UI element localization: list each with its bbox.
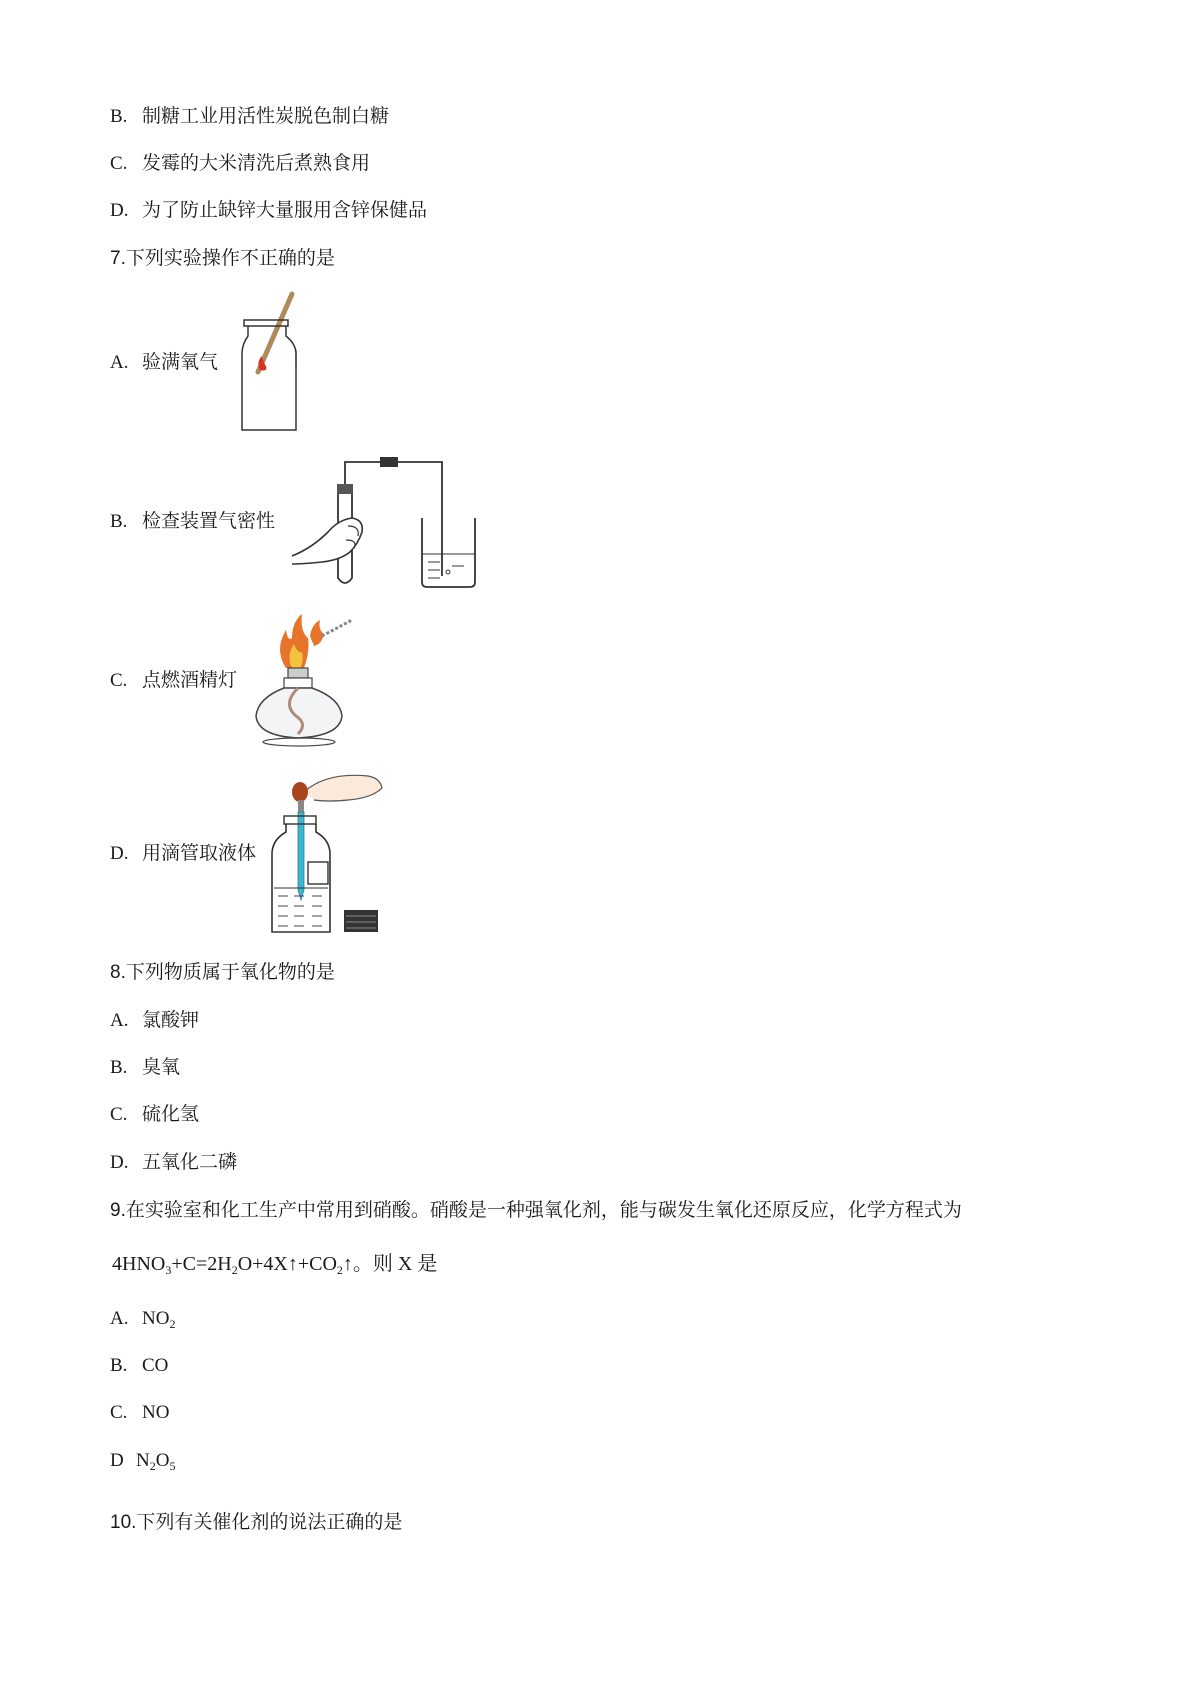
question-7-stem: 7.下列实验操作不正确的是 — [110, 247, 335, 269]
q8-option-a[interactable]: A. 氯酸钾 — [110, 1009, 200, 1031]
option-text: 发霉的大米清洗后煮熟食用 — [142, 152, 371, 174]
q7-option-a[interactable]: A. 验满氧气 — [110, 351, 219, 373]
option-label: C. — [110, 153, 128, 174]
q9-option-d[interactable]: D $N_2O_5$ — [110, 1450, 176, 1473]
option-c[interactable] — [110, 150, 370, 177]
q9-option-b[interactable]: B. CO — [110, 1355, 169, 1376]
option-text: 为了防止缺锌大量服用含锌保健品 — [142, 199, 428, 221]
equation-tail: 。则 X 是 — [352, 1253, 438, 1275]
q9-option-c[interactable]: C. NO — [110, 1402, 170, 1423]
question-10-stem: 10.下列有关催化剂的说法正确的是 — [110, 1511, 403, 1533]
q9-option-a[interactable]: A. $NO_2$ — [110, 1308, 176, 1331]
q7-option-c[interactable]: C. 点燃酒精灯 — [110, 669, 238, 691]
airtightness-check-icon — [292, 448, 482, 590]
q8-option-b[interactable]: B. 臭氧 — [110, 1056, 181, 1078]
q8-option-c[interactable]: C. 硫化氢 — [110, 1103, 200, 1125]
question-9-stem: 9.在实验室和化工生产中常用到硝酸。硝酸是一种强氧化剂，能与碳发生氧化还原反应，化学方程式为 — [110, 1199, 962, 1221]
option-text: 制糖工业用活性炭脱色制白糖 — [142, 105, 390, 127]
dropper-bottle-icon — [268, 770, 388, 936]
question-8-stem: 8.下列物质属于氧化物的是 — [110, 961, 335, 983]
gas-bottle-glowing-splint-icon — [240, 292, 310, 432]
q7-option-d[interactable]: D. 用滴管取液体 — [110, 842, 257, 864]
option-label: B. — [110, 106, 128, 127]
option-b[interactable] — [110, 103, 389, 130]
option-d[interactable] — [110, 197, 427, 224]
q7-option-b[interactable]: B. 检查装置气密性 — [110, 510, 276, 532]
alcohol-lamp-icon — [252, 612, 362, 748]
option-label: D. — [110, 200, 129, 221]
q8-option-d[interactable]: D. 五氧化二磷 — [110, 1151, 238, 1173]
chemical-equation: $4HNO_3+C=2H_2O+4X↑+CO_2↑$。则 X 是 — [112, 1253, 438, 1277]
